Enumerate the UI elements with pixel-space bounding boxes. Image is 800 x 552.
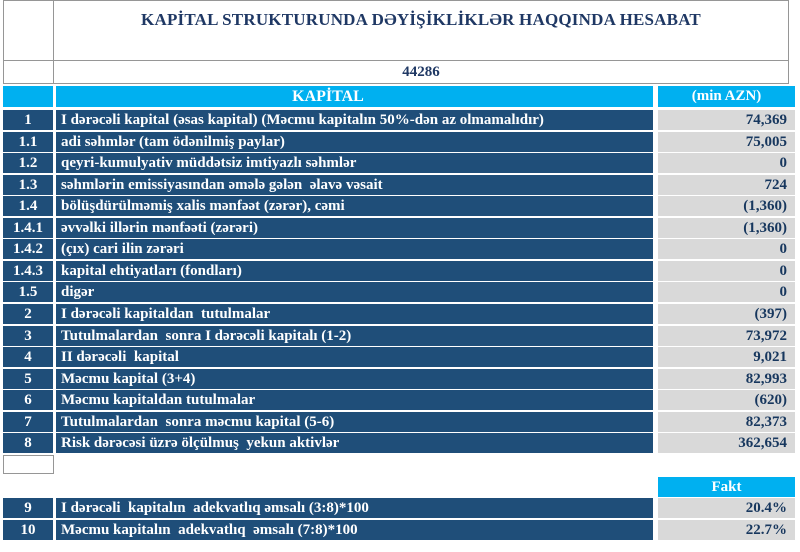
- capital-row-number: 1.5: [3, 282, 53, 302]
- capital-row-label: (çıx) cari ilin zərəri: [56, 239, 653, 259]
- capital-row-label: adi səhmlər (tam ödənilmiş paylar): [56, 132, 653, 152]
- capital-row-label: Risk dərəcəsi üzrə ölçülmuş yekun aktivlər: [56, 433, 653, 453]
- capital-row-number: 4: [3, 347, 53, 367]
- capital-row-number: 1.3: [3, 175, 53, 195]
- capital-row-value: 75,005: [658, 132, 795, 152]
- capital-row-value: 0: [658, 239, 795, 259]
- capital-row-number: 6: [3, 390, 53, 410]
- ratio-row-value: 20.4%: [658, 498, 795, 518]
- capital-row-label: I dərəcəli kapital (əsas kapital) (Məcmu kapitalın 50%-dən az olmamalıdır): [56, 110, 653, 130]
- ratio-row-number: 9: [3, 498, 53, 518]
- capital-row-label: əvvəlki illərin mənfəəti (zərəri): [56, 218, 653, 238]
- capital-row-value: 0: [658, 153, 795, 173]
- capital-row-number: 1.4: [3, 196, 53, 216]
- capital-header-label: KAPİTAL: [292, 88, 364, 105]
- capital-row-value: 82,993: [658, 369, 795, 389]
- capital-row-number: 1.1: [3, 132, 53, 152]
- header-column-divider: [53, 86, 56, 107]
- capital-row-value: 82,373: [658, 412, 795, 432]
- capital-row-value: (1,360): [658, 218, 795, 238]
- report-title: KAPİTAL STRUKTURUNDA DƏYİŞİKLİKLƏR HAQQINDA HESABAT: [53, 0, 789, 61]
- capital-row-number: 8: [3, 433, 53, 453]
- capital-row-number: 1.4.3: [3, 261, 53, 281]
- capital-row-number: 1.4.2: [3, 239, 53, 259]
- capital-header-band: [3, 86, 653, 107]
- fakt-header-label: Fakt: [658, 477, 795, 497]
- capital-row-value: 0: [658, 282, 795, 302]
- capital-row-number: 1.4.1: [3, 218, 53, 238]
- capital-row-value: 73,972: [658, 326, 795, 346]
- capital-row-value: (1,360): [658, 196, 795, 216]
- empty-spacer-cell: [3, 455, 54, 474]
- ratio-row-number: 10: [3, 520, 53, 540]
- capital-row-number: 5: [3, 369, 53, 389]
- capital-row-value: (620): [658, 390, 795, 410]
- capital-row-value: 724: [658, 175, 795, 195]
- capital-row-label: səhmlərin emissiyasından əmələ gələn əlavə vəsait: [56, 175, 653, 195]
- capital-row-label: Tutulmalardan sonra məcmu kapital (5-6): [56, 412, 653, 432]
- capital-row-value: (397): [658, 304, 795, 324]
- capital-row-value: 74,369: [658, 110, 795, 130]
- capital-row-number: 2: [3, 304, 53, 324]
- capital-row-label: digər: [56, 282, 653, 302]
- unit-header-label: (min AZN): [658, 86, 795, 107]
- capital-row-value: 362,654: [658, 433, 795, 453]
- capital-row-label: bölüşdürülməmiş xalis mənfəət (zərər), cəmi: [56, 196, 653, 216]
- empty-corner-cell: [3, 0, 54, 61]
- ratio-row-value: 22.7%: [658, 520, 795, 540]
- capital-row-label: kapital ehtiyatları (fondları): [56, 261, 653, 281]
- report-date-value: 44286: [53, 60, 789, 84]
- capital-row-label: I dərəcəli kapitaldan tutulmalar: [56, 304, 653, 324]
- capital-row-number: 7: [3, 412, 53, 432]
- capital-row-label: qeyri-kumulyativ müddətsiz imtiyazlı səhmlər: [56, 153, 653, 173]
- capital-row-label: Tutulmalardan sonra I dərəcəli kapitalı (1-2): [56, 326, 653, 346]
- ratio-row-label: I dərəcəli kapitalın adekvatlıq əmsalı (3:8)*100: [56, 498, 653, 518]
- capital-row-label: Məcmu kapitaldan tutulmalar: [56, 390, 653, 410]
- ratio-row-label: Məcmu kapitalın adekvatlıq əmsalı (7:8)*100: [56, 520, 653, 540]
- capital-row-label: Məcmu kapital (3+4): [56, 369, 653, 389]
- capital-row-value: 0: [658, 261, 795, 281]
- capital-row-number: 1: [3, 110, 53, 130]
- capital-row-number: 3: [3, 326, 53, 346]
- capital-row-number: 1.2: [3, 153, 53, 173]
- capital-row-label: II dərəcəli kapital: [56, 347, 653, 367]
- empty-corner-cell-2: [3, 60, 54, 84]
- capital-row-value: 9,021: [658, 347, 795, 367]
